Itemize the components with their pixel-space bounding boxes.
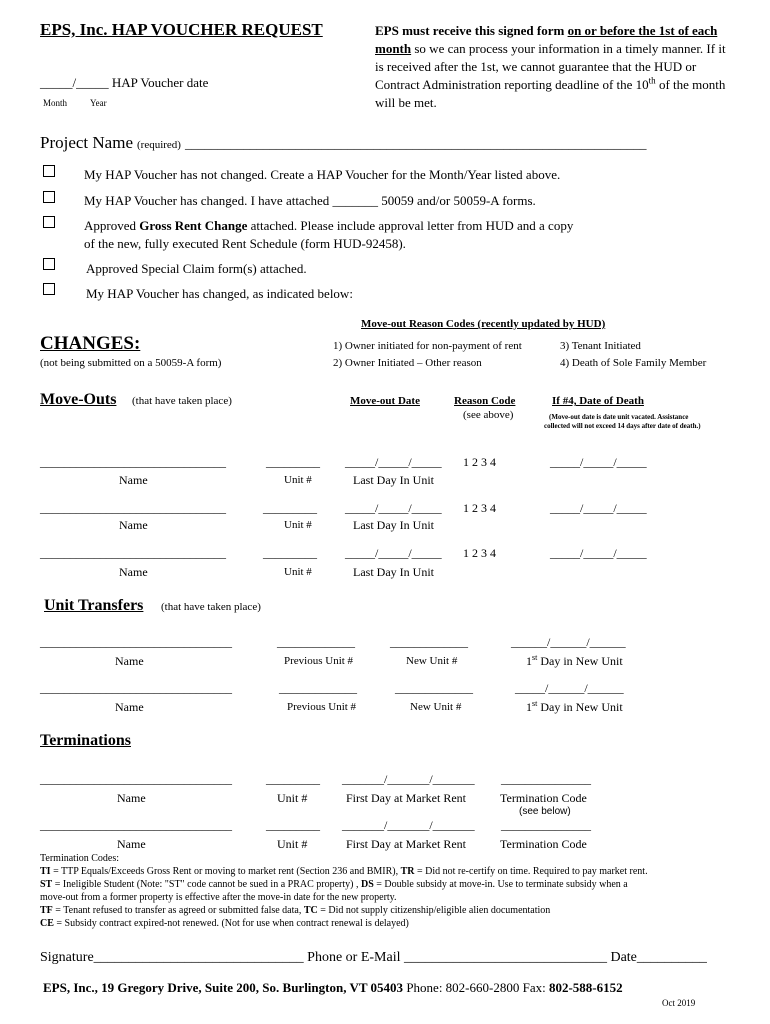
project-name-row [40,133,646,153]
moveout-death-date-field[interactable]: _____/_____/_____ [550,501,647,515]
moveout-unit-field[interactable]: _________ [263,501,317,515]
transfer-day-field[interactable]: _____/______/______ [515,681,624,695]
moveout-name-label: Name [119,518,148,532]
termination-name-label: Name [117,791,146,805]
death-note-2: collected will not exceed 14 days after date of death.) [544,422,701,430]
termination-code-field[interactable]: _______________ [501,772,591,786]
form-title: EPS, Inc. HAP VOUCHER REQUEST [40,20,323,39]
termination-unit-label: Unit # [277,837,308,851]
terminations-title: Terminations [40,732,131,749]
moveout-death-date-field[interactable]: _____/_____/_____ [550,455,647,469]
col-moveout-date: Move-out Date [350,395,420,407]
option-gross-rent: Approved Gross Rent Change attached. Please include approval letter from HUD and a copy [84,218,574,233]
transfer-prev-unit-label: Previous Unit # [284,655,354,667]
termination-code-line: move-out from a former property is effective after the move-in date for the new property. [40,892,397,903]
reason-code-4: 4) Death of Sole Family Member [560,357,707,369]
checkbox-changed-attached[interactable] [43,191,55,203]
moveout-unit-field[interactable]: _________ [263,546,317,560]
transfer-name-field[interactable]: ________________________________ [40,635,232,649]
termination-date-label: First Day at Market Rent [346,791,466,805]
moveout-date-field[interactable]: _____/_____/_____ [345,501,442,515]
option-gross-rent-line2: of the new, fully executed Rent Schedule (form HUD-92458). [84,236,406,251]
termination-unit-field[interactable]: _________ [266,818,320,832]
moveout-unit-label: Unit # [284,519,312,531]
termination-code-field[interactable]: _______________ [501,818,591,832]
termination-date-field[interactable]: _______/_______/_______ [342,818,475,832]
transfer-prev-unit-label: Previous Unit # [287,701,357,713]
moveout-name-field[interactable]: _______________________________ [40,501,226,515]
transfer-day-field[interactable]: ______/______/______ [511,635,626,649]
moveout-date-field[interactable]: _____/_____/_____ [345,455,442,469]
transfer-name-field[interactable]: ________________________________ [40,681,232,695]
termination-code-label: Termination Code [500,837,587,851]
moveout-date-label: Last Day In Unit [353,473,434,487]
changes-subtitle: (not being submitted on a 50059-A form) [40,357,222,369]
moveout-unit-label: Unit # [284,474,312,486]
checkbox-special-claim[interactable] [43,258,55,270]
moveouts-subtitle: (that have taken place) [132,395,232,407]
col-reason-code: Reason Code [454,395,516,407]
checkbox-not-changed[interactable] [43,165,55,177]
checkbox-changed-below[interactable] [43,283,55,295]
moveout-name-field[interactable]: _______________________________ [40,455,226,469]
moveout-reason-options[interactable]: 1 2 3 4 [463,455,496,469]
reason-code-2: 2) Owner Initiated – Other reason [333,357,482,369]
year-label: Year [90,98,107,108]
option-not-changed: My HAP Voucher has not changed. Create a HAP Voucher for the Month/Year listed above. [84,167,561,182]
reason-codes-title: Move-out Reason Codes (recently updated by HUD) [361,318,606,330]
termination-code-label: Termination Code [500,791,587,805]
transfer-day-label: 1st Day in New Unit [526,653,623,668]
transfer-new-unit-label: New Unit # [410,701,462,713]
moveout-reason-options[interactable]: 1 2 3 4 [463,501,496,515]
option-changed-attached: My HAP Voucher has changed. I have attached _______ 50059 and/or 50059-A forms. [84,193,536,208]
moveouts-title: Move-Outs [40,391,117,408]
termination-code-line: ST = Ineligible Student (Note: "ST" code cannot be sued in a PRAC property) , DS = Double subsidy at move-in. Use to terminate subsidy when a [40,879,628,890]
termination-unit-field[interactable]: _________ [266,772,320,786]
termination-name-field[interactable]: ________________________________ [40,772,232,786]
transfer-name-label: Name [115,654,144,668]
transfer-prev-unit-field[interactable]: _____________ [277,635,355,649]
reason-code-1: 1) Owner initiated for non-payment of rent [333,340,522,352]
project-name-label: Project Name [40,133,133,152]
moveout-name-label: Name [119,473,148,487]
changes-title: CHANGES: [40,333,141,354]
moveout-date-label: Last Day In Unit [353,565,434,579]
moveout-unit-field[interactable]: _________ [266,455,320,469]
col-date-of-death: If #4, Date of Death [552,395,644,407]
transfer-prev-unit-field[interactable]: _____________ [279,681,357,695]
moveout-name-field[interactable]: _______________________________ [40,546,226,560]
termination-code-line: TF = Tenant refused to transfer as agreed or submitted false data, TC = Did not supply citizenship/eligible alien documentation [40,905,551,916]
transfer-new-unit-field[interactable]: _____________ [390,635,468,649]
termination-code-sub: (see below) [519,806,571,817]
option-changed-below: My HAP Voucher has changed, as indicated below: [86,286,353,301]
project-name-field[interactable]: _______________________________________________________________________ [184,136,647,151]
transfer-new-unit-field[interactable]: _____________ [395,681,473,695]
termination-date-label: First Day at Market Rent [346,837,466,851]
moveout-reason-options[interactable]: 1 2 3 4 [463,546,496,560]
moveout-death-date-field[interactable]: _____/_____/_____ [550,546,647,560]
moveout-name-label: Name [119,565,148,579]
termination-codes-title: Termination Codes: [40,853,120,864]
company-address: EPS, Inc., 19 Gregory Drive, Suite 200, So. Burlington, VT 05403 Phone: 802-660-2800 Fax: 802-588-6152 [43,980,623,995]
moveout-date-label: Last Day In Unit [353,518,434,532]
transfer-name-label: Name [115,700,144,714]
transfers-title: Unit Transfers [44,597,144,614]
checkbox-gross-rent[interactable] [43,216,55,228]
termination-date-field[interactable]: _______/_______/_______ [342,772,475,786]
termination-name-field[interactable]: ________________________________ [40,818,232,832]
form-date: Oct 2019 [662,998,696,1008]
termination-unit-label: Unit # [277,791,308,805]
option-special-claim: Approved Special Claim form(s) attached. [86,261,307,276]
signature-row[interactable]: Signature______________________________ Phone or E-Mail _____________________________ Date__________ [40,950,707,965]
death-note-1: (Move-out date is date unit vacated. Assistance [549,413,689,421]
required-label: (required) [137,139,181,151]
deadline-notice: EPS must receive this signed form on or before the 1st of each month so we can process your information in a timely manner. If it is received after the 1st, we cannot guarantee that the HUD or Contract Administration reporting deadline of the 10th of the month will be met. [375,23,726,110]
termination-code-line: TI = TTP Equals/Exceeds Gross Rent or moving to market rent (Section 236 and BMIR), TR = Did not re-certify on time. Required to pay market rent. [40,866,648,877]
termination-code-line: CE = Subsidy contract expired-not renewed. (Not for use when contract renewal is delayed) [40,918,409,929]
transfer-new-unit-label: New Unit # [406,655,458,667]
termination-name-label: Name [117,837,146,851]
col-reason-sub: (see above) [463,409,514,421]
moveout-date-field[interactable]: _____/_____/_____ [345,546,442,560]
moveout-unit-label: Unit # [284,566,312,578]
voucher-date-field[interactable]: _____/_____ HAP Voucher date [40,75,209,90]
month-label: Month [43,98,68,108]
transfer-day-label: 1st Day in New Unit [526,699,623,714]
reason-code-3: 3) Tenant Initiated [560,340,641,352]
transfers-subtitle: (that have taken place) [161,601,261,613]
